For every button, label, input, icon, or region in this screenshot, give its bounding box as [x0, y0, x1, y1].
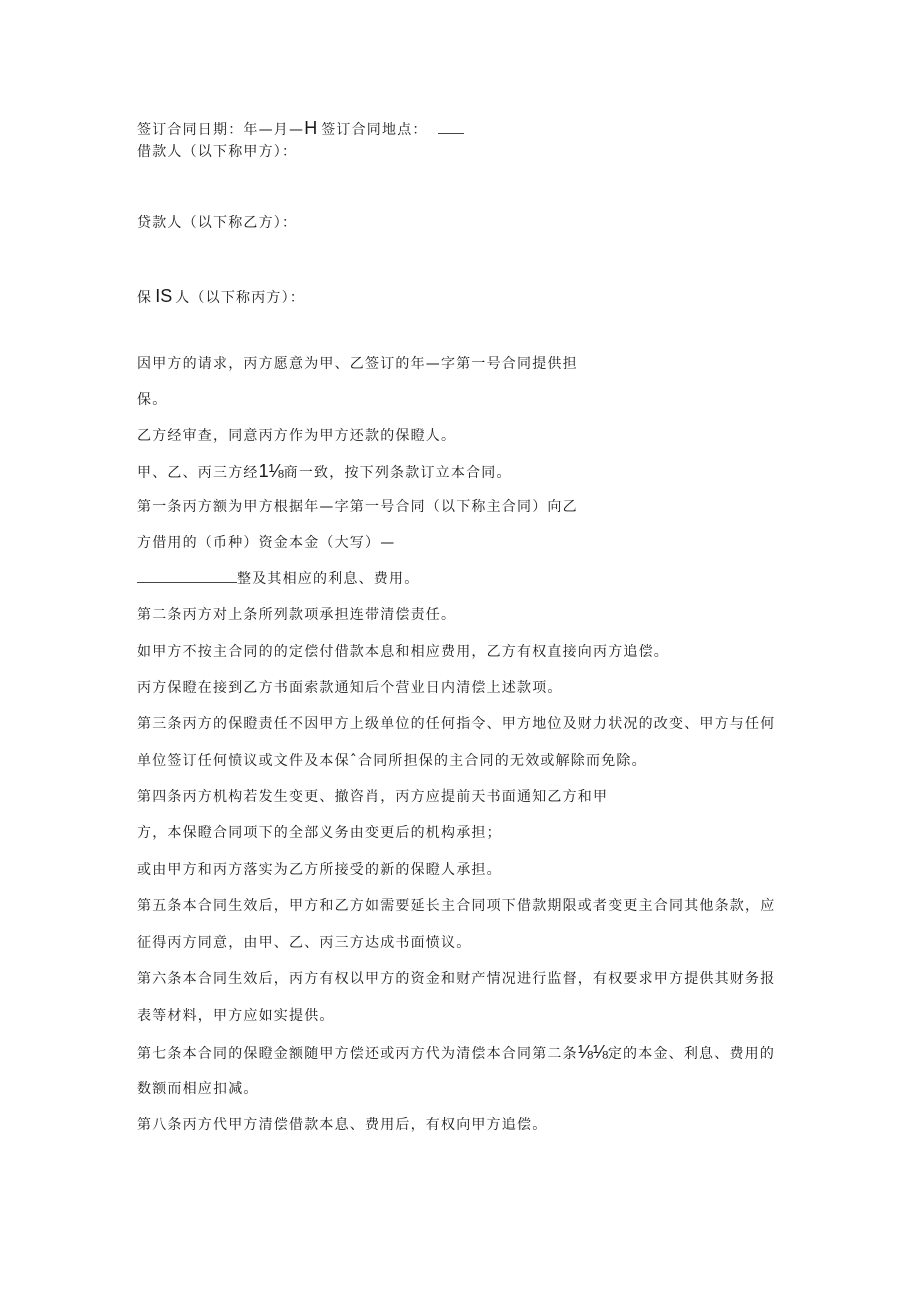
article-1-line-3	[137, 569, 419, 589]
article-4-line-3: 或由甲方和丙方落实为乙方所接受的新的保瞪人承担。	[137, 862, 502, 878]
article-7-line-2: 数额而相应扣减。	[137, 1081, 259, 1097]
article-2-line-3: 丙方保瞪在接到乙方书面索款通知后个营业日内清偿上述款项。	[137, 680, 563, 696]
article-2-line-1: 第二条丙方对上条所列款项承担连带清偿责任。	[137, 607, 457, 623]
guarantor-prefix: 保	[137, 290, 153, 306]
article-8-line-1: 第八条丙方代甲方清偿借款本息、费用后，有权向甲方追偿。	[137, 1117, 548, 1133]
sign-place-label: 签订合同地点：	[321, 122, 428, 138]
article-3-line-2: 单位签订任何愤议或文件及本保ˆ合同所担保的主合同的无效或解除而免除。	[137, 753, 647, 769]
contract-date-place-line	[137, 118, 464, 140]
article-1-amount-text: 整及其相应的利息、费用。	[237, 571, 420, 587]
article-1-line-2: 方借用的（币种）资金本金（大写）—	[137, 535, 396, 551]
guarantor-suffix: 人（以下称丙方）：	[175, 290, 306, 306]
sign-place-blank	[438, 133, 464, 134]
clause-intro-line-1: 因甲方的请求，丙方愿意为甲、乙签订的年—字第一号合同提供担	[137, 356, 578, 372]
guarantor-garbled-glyph: IS	[155, 286, 173, 306]
lender-line: 贷款人（以下称乙方）：	[137, 215, 298, 231]
article-7-line-1	[137, 1042, 775, 1064]
article-5-line-1: 第五条本合同生效后，甲方和乙方如需要延长主合同项下借款期限或者变更主合同其他条款，应	[137, 898, 776, 914]
borrower-line: 借款人（以下称甲方）：	[137, 144, 298, 160]
article-6-line-2: 表等材料，甲方应如实提供。	[137, 1008, 335, 1024]
clause-intro-4-prefix: 甲、乙、丙三方经	[137, 465, 259, 481]
article-3-line-1: 第三条丙方的保瞪责任不因甲方上级单位的任何指令、甲方地位及财力状况的改变、甲方与任何	[137, 716, 776, 732]
sign-date-label: 签订合同日期：年—月—	[137, 122, 305, 138]
amount-blank	[137, 582, 237, 583]
article-4-line-2: 方，本保瞪合同项下的全部义务由变更后的机构承担；	[137, 825, 502, 841]
article-5-line-2: 征得丙方同意，由甲、乙、丙三方达成书面愤议。	[137, 935, 472, 951]
article-6-line-1: 第六条本合同生效后，丙方有权以甲方的资金和财产情况进行监督，有权要求甲方提供其财务报	[137, 971, 776, 987]
article-2-line-2: 如甲方不按主合同的的定偿付借款本息和相应费用，乙方有权直接向丙方追偿。	[137, 644, 669, 660]
clause-intro-line-2: 保。	[137, 392, 168, 408]
article-7-suffix: 定的本金、利息、费用的	[607, 1046, 776, 1062]
article-7-glyph: ⅛⅛	[577, 1042, 608, 1062]
guarantor-line	[137, 286, 305, 308]
clause-intro-4-glyph: 1⅛	[258, 461, 284, 481]
sign-date-day-glyph: H	[304, 118, 318, 138]
clause-intro-line-4	[137, 461, 512, 483]
article-1-line-1: 第一条丙方额为甲方根据年—字第一号合同（以下称主合同）向乙	[137, 499, 578, 515]
article-7-prefix: 第七条本合同的保瞪金额随甲方偿还或丙方代为清偿本合同第二条	[137, 1046, 578, 1062]
clause-intro-line-3: 乙方经审查，同意丙方作为甲方还款的保瞪人。	[137, 428, 457, 444]
clause-intro-4-suffix: 商一致，按下列条款订立本合同。	[283, 465, 512, 481]
article-4-line-1: 第四条丙方机构若发生变更、撤咨肖，丙方应提前天书面通知乙方和甲	[137, 789, 609, 805]
